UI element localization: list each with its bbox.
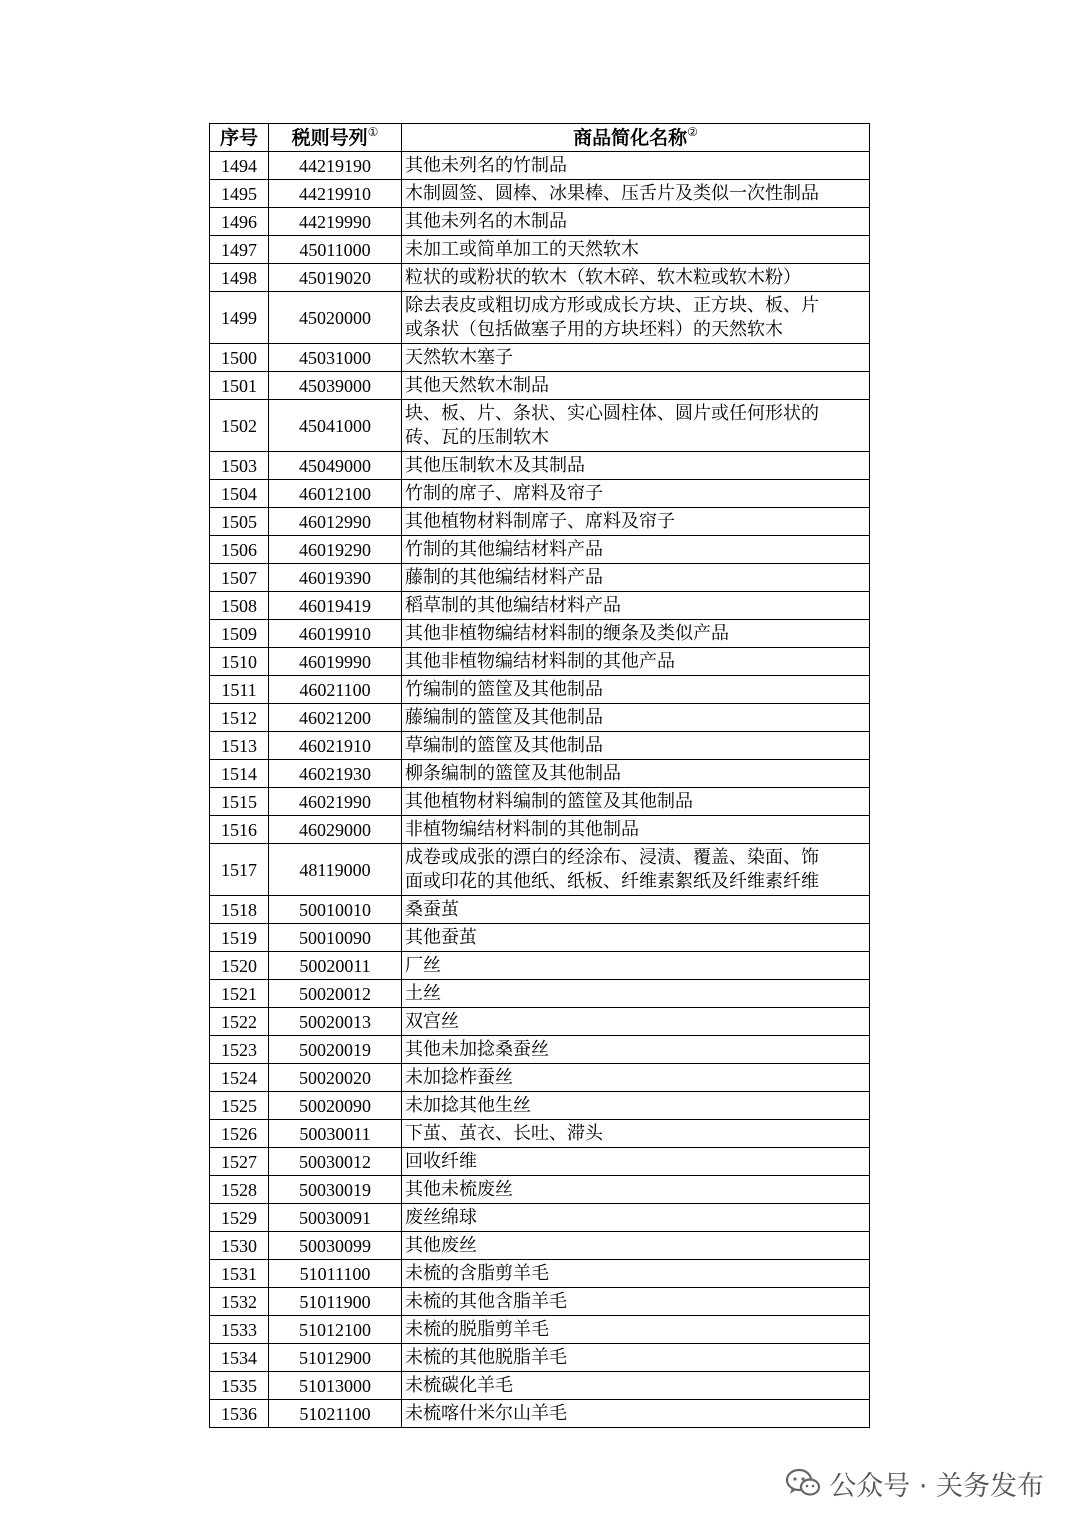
row-product-name xyxy=(402,760,870,788)
row-tariff-code: 44219190 xyxy=(269,152,402,180)
table-row xyxy=(210,1092,870,1120)
row-product-name xyxy=(402,1092,870,1120)
row-seq: 1504 xyxy=(210,480,269,508)
product-name-line: 面或印花的其他纸、纸板、纤维素絮纸及纤维素纤维 xyxy=(405,870,819,892)
row-tariff-code: 46019419 xyxy=(269,592,402,620)
row-seq: 1518 xyxy=(210,896,269,924)
table-row xyxy=(210,924,870,952)
product-name-line: 稻草制的其他编结材料产品 xyxy=(405,594,621,616)
row-seq: 1516 xyxy=(210,816,269,844)
row-seq: 1514 xyxy=(210,760,269,788)
row-product-name xyxy=(402,1064,870,1092)
row-product-name xyxy=(402,1008,870,1036)
row-tariff-code: 45011000 xyxy=(269,236,402,264)
row-product-name xyxy=(402,208,870,236)
row-tariff-code: 45039000 xyxy=(269,372,402,400)
row-tariff-code: 45041000 xyxy=(269,400,402,452)
table-row xyxy=(210,1008,870,1036)
product-name-line: 未梳碳化羊毛 xyxy=(405,1374,513,1396)
product-name-line: 未梳喀什米尔山羊毛 xyxy=(405,1402,567,1424)
row-product-name xyxy=(402,1176,870,1204)
row-tariff-code: 50020012 xyxy=(269,980,402,1008)
row-tariff-code: 45019020 xyxy=(269,264,402,292)
row-product-name xyxy=(402,648,870,676)
table-row xyxy=(210,1316,870,1344)
product-name-line: 厂丝 xyxy=(405,954,441,976)
product-name-line: 竹制的席子、席料及帘子 xyxy=(405,482,603,504)
product-name-line: 藤制的其他编结材料产品 xyxy=(405,566,603,588)
row-tariff-code: 48119000 xyxy=(269,844,402,896)
row-tariff-code: 50030011 xyxy=(269,1120,402,1148)
row-product-name xyxy=(402,1148,870,1176)
row-product-name xyxy=(402,1232,870,1260)
table-row xyxy=(210,372,870,400)
row-tariff-code: 51012900 xyxy=(269,1344,402,1372)
row-product-name xyxy=(402,788,870,816)
table-row xyxy=(210,1400,870,1428)
row-product-name xyxy=(402,816,870,844)
row-tariff-code: 45049000 xyxy=(269,452,402,480)
row-seq: 1517 xyxy=(210,844,269,896)
row-seq: 1526 xyxy=(210,1120,269,1148)
row-seq: 1497 xyxy=(210,236,269,264)
product-name-line: 竹编制的篮筐及其他制品 xyxy=(405,678,603,700)
product-name-line: 桑蚕茧 xyxy=(405,898,459,920)
row-tariff-code: 50020019 xyxy=(269,1036,402,1064)
row-tariff-code: 50020090 xyxy=(269,1092,402,1120)
row-seq: 1529 xyxy=(210,1204,269,1232)
row-seq: 1527 xyxy=(210,1148,269,1176)
product-name-line: 成卷或成张的漂白的经涂布、浸渍、覆盖、染面、饰 xyxy=(405,846,819,868)
product-name-line: 其他未梳废丝 xyxy=(405,1178,513,1200)
table-row xyxy=(210,1064,870,1092)
row-tariff-code: 45031000 xyxy=(269,344,402,372)
row-seq: 1511 xyxy=(210,676,269,704)
row-product-name xyxy=(402,452,870,480)
row-product-name xyxy=(402,1204,870,1232)
row-seq: 1534 xyxy=(210,1344,269,1372)
row-product-name xyxy=(402,264,870,292)
product-name-line: 其他未列名的竹制品 xyxy=(405,154,567,176)
table-row xyxy=(210,788,870,816)
table-row xyxy=(210,1288,870,1316)
row-tariff-code: 51013000 xyxy=(269,1372,402,1400)
row-seq: 1507 xyxy=(210,564,269,592)
table-row xyxy=(210,236,870,264)
product-name-line: 双宫丝 xyxy=(405,1010,459,1032)
row-product-name xyxy=(402,1400,870,1428)
product-name-line: 其他植物材料制席子、席料及帘子 xyxy=(405,510,675,532)
row-seq: 1524 xyxy=(210,1064,269,1092)
row-seq: 1521 xyxy=(210,980,269,1008)
product-name-line: 其他未列名的木制品 xyxy=(405,210,567,232)
table-row xyxy=(210,536,870,564)
row-product-name xyxy=(402,508,870,536)
row-product-name xyxy=(402,344,870,372)
row-tariff-code: 50030091 xyxy=(269,1204,402,1232)
row-seq: 1535 xyxy=(210,1372,269,1400)
table-row xyxy=(210,1232,870,1260)
table-row xyxy=(210,592,870,620)
product-name-line: 未梳的脱脂剪羊毛 xyxy=(405,1318,549,1340)
table-row xyxy=(210,264,870,292)
row-product-name xyxy=(402,1036,870,1064)
table-row xyxy=(210,676,870,704)
row-tariff-code: 46019390 xyxy=(269,564,402,592)
row-seq: 1533 xyxy=(210,1316,269,1344)
table-row xyxy=(210,480,870,508)
table-row xyxy=(210,648,870,676)
row-seq: 1495 xyxy=(210,180,269,208)
product-name-line: 废丝绵球 xyxy=(405,1206,477,1228)
table-row xyxy=(210,400,870,452)
row-tariff-code: 46029000 xyxy=(269,816,402,844)
product-name-line: 粒状的或粉状的软木（软木碎、软木粒或软木粉） xyxy=(405,266,801,288)
product-name-line: 非植物编结材料制的其他制品 xyxy=(405,818,639,840)
product-name-line: 未加捻柞蚕丝 xyxy=(405,1066,513,1088)
product-name-line: 天然软木塞子 xyxy=(405,346,513,368)
row-product-name xyxy=(402,152,870,180)
row-tariff-code: 50010090 xyxy=(269,924,402,952)
row-tariff-code: 50020011 xyxy=(269,952,402,980)
row-product-name xyxy=(402,896,870,924)
table-row xyxy=(210,1372,870,1400)
row-product-name xyxy=(402,564,870,592)
row-tariff-code: 46012100 xyxy=(269,480,402,508)
row-seq: 1500 xyxy=(210,344,269,372)
table-row xyxy=(210,564,870,592)
row-product-name xyxy=(402,1344,870,1372)
row-product-name xyxy=(402,620,870,648)
row-seq: 1513 xyxy=(210,732,269,760)
row-seq: 1501 xyxy=(210,372,269,400)
product-name-line: 其他非植物编结材料制的缏条及类似产品 xyxy=(405,622,729,644)
product-name-line: 未加捻其他生丝 xyxy=(405,1094,531,1116)
table-row xyxy=(210,732,870,760)
row-tariff-code: 50010010 xyxy=(269,896,402,924)
row-tariff-code: 46019290 xyxy=(269,536,402,564)
table-row xyxy=(210,980,870,1008)
table-body xyxy=(210,152,870,1428)
product-name-line: 未梳的其他含脂羊毛 xyxy=(405,1290,567,1312)
product-name-line: 除去表皮或粗切成方形或成长方块、正方块、板、片 xyxy=(405,294,819,316)
row-tariff-code: 46021100 xyxy=(269,676,402,704)
table-row xyxy=(210,620,870,648)
product-name-line: 下茧、茧衣、长吐、滞头 xyxy=(405,1122,603,1144)
product-name-line: 其他废丝 xyxy=(405,1234,477,1256)
row-tariff-code: 51011100 xyxy=(269,1260,402,1288)
product-name-line: 块、板、片、条状、实心圆柱体、圆片或任何形状的 xyxy=(405,402,819,424)
row-product-name xyxy=(402,480,870,508)
table-row xyxy=(210,1036,870,1064)
watermark-text: 公众号 · 关务发布 xyxy=(829,1470,1044,1502)
row-product-name xyxy=(402,844,870,896)
product-name-line: 其他植物材料编制的篮筐及其他制品 xyxy=(405,790,693,812)
row-product-name xyxy=(402,1372,870,1400)
row-seq: 1499 xyxy=(210,292,269,344)
row-seq: 1536 xyxy=(210,1400,269,1428)
table-row xyxy=(210,952,870,980)
row-tariff-code: 50030099 xyxy=(269,1232,402,1260)
watermark xyxy=(785,1461,1044,1505)
row-tariff-code: 51011900 xyxy=(269,1288,402,1316)
row-seq: 1525 xyxy=(210,1092,269,1120)
product-name-line: 回收纤维 xyxy=(405,1150,477,1172)
row-product-name xyxy=(402,1316,870,1344)
table-row xyxy=(210,344,870,372)
row-tariff-code: 51021100 xyxy=(269,1400,402,1428)
table-row xyxy=(210,704,870,732)
product-name-line: 土丝 xyxy=(405,982,441,1004)
row-tariff-code: 44219910 xyxy=(269,180,402,208)
product-name-line: 木制圆签、圆棒、冰果棒、压舌片及类似一次性制品 xyxy=(405,182,819,204)
row-seq: 1496 xyxy=(210,208,269,236)
row-product-name xyxy=(402,592,870,620)
table-row xyxy=(210,896,870,924)
row-seq: 1512 xyxy=(210,704,269,732)
row-seq: 1522 xyxy=(210,1008,269,1036)
row-tariff-code: 46021200 xyxy=(269,704,402,732)
row-product-name xyxy=(402,372,870,400)
table-row xyxy=(210,452,870,480)
row-tariff-code: 46021990 xyxy=(269,788,402,816)
product-name-line: 未梳的其他脱脂羊毛 xyxy=(405,1346,567,1368)
row-seq: 1532 xyxy=(210,1288,269,1316)
tariff-table xyxy=(209,123,870,1428)
header-seq: 序号 xyxy=(210,124,269,152)
table-row xyxy=(210,1148,870,1176)
table-row xyxy=(210,1204,870,1232)
table-row xyxy=(210,760,870,788)
row-tariff-code: 46019990 xyxy=(269,648,402,676)
row-product-name xyxy=(402,676,870,704)
row-seq: 1502 xyxy=(210,400,269,452)
product-name-line: 砖、瓦的压制软木 xyxy=(405,426,549,448)
product-name-line: 柳条编制的篮筐及其他制品 xyxy=(405,762,621,784)
row-tariff-code: 46019910 xyxy=(269,620,402,648)
row-seq: 1520 xyxy=(210,952,269,980)
row-seq: 1530 xyxy=(210,1232,269,1260)
row-tariff-code: 50020013 xyxy=(269,1008,402,1036)
table-row xyxy=(210,1344,870,1372)
row-seq: 1506 xyxy=(210,536,269,564)
row-tariff-code: 46021930 xyxy=(269,760,402,788)
row-seq: 1494 xyxy=(210,152,269,180)
table-row xyxy=(210,152,870,180)
row-product-name xyxy=(402,1288,870,1316)
product-name-line: 或条状（包括做塞子用的方块坯料）的天然软木 xyxy=(405,318,783,340)
row-seq: 1508 xyxy=(210,592,269,620)
row-product-name xyxy=(402,236,870,264)
header-code: 税则号列① xyxy=(269,124,402,152)
product-name-line: 未梳的含脂剪羊毛 xyxy=(405,1262,549,1284)
table-row xyxy=(210,508,870,536)
table-row xyxy=(210,180,870,208)
row-tariff-code: 45020000 xyxy=(269,292,402,344)
row-product-name xyxy=(402,536,870,564)
row-seq: 1519 xyxy=(210,924,269,952)
row-product-name xyxy=(402,732,870,760)
row-seq: 1528 xyxy=(210,1176,269,1204)
row-tariff-code: 51012100 xyxy=(269,1316,402,1344)
row-product-name xyxy=(402,924,870,952)
table-row xyxy=(210,1120,870,1148)
product-name-line: 其他非植物编结材料制的其他产品 xyxy=(405,650,675,672)
product-name-line: 草编制的篮筐及其他制品 xyxy=(405,734,603,756)
product-name-line: 其他蚕茧 xyxy=(405,926,477,948)
row-seq: 1515 xyxy=(210,788,269,816)
row-seq: 1510 xyxy=(210,648,269,676)
product-name-line: 藤编制的篮筐及其他制品 xyxy=(405,706,603,728)
row-seq: 1505 xyxy=(210,508,269,536)
row-product-name xyxy=(402,400,870,452)
product-name-line: 其他天然软木制品 xyxy=(405,374,549,396)
row-seq: 1531 xyxy=(210,1260,269,1288)
wechat-icon xyxy=(785,1468,821,1498)
row-product-name xyxy=(402,292,870,344)
row-tariff-code: 46021910 xyxy=(269,732,402,760)
table-row xyxy=(210,1260,870,1288)
product-name-line: 未加工或简单加工的天然软木 xyxy=(405,238,639,260)
row-product-name xyxy=(402,952,870,980)
row-product-name xyxy=(402,980,870,1008)
row-seq: 1509 xyxy=(210,620,269,648)
row-seq: 1498 xyxy=(210,264,269,292)
row-tariff-code: 50030012 xyxy=(269,1148,402,1176)
row-tariff-code: 50030019 xyxy=(269,1176,402,1204)
product-name-line: 其他未加捻桑蚕丝 xyxy=(405,1038,549,1060)
row-seq: 1523 xyxy=(210,1036,269,1064)
row-product-name xyxy=(402,1120,870,1148)
product-name-line: 竹制的其他编结材料产品 xyxy=(405,538,603,560)
table-row xyxy=(210,844,870,896)
row-tariff-code: 50020020 xyxy=(269,1064,402,1092)
row-product-name xyxy=(402,1260,870,1288)
table-header-row xyxy=(210,124,870,152)
product-name-line: 其他压制软木及其制品 xyxy=(405,454,585,476)
header-name: 商品简化名称② xyxy=(402,124,870,152)
table-row xyxy=(210,816,870,844)
table-row xyxy=(210,292,870,344)
table-row xyxy=(210,1176,870,1204)
row-tariff-code: 44219990 xyxy=(269,208,402,236)
row-tariff-code: 46012990 xyxy=(269,508,402,536)
row-product-name xyxy=(402,704,870,732)
row-product-name xyxy=(402,180,870,208)
row-seq: 1503 xyxy=(210,452,269,480)
table-row xyxy=(210,208,870,236)
